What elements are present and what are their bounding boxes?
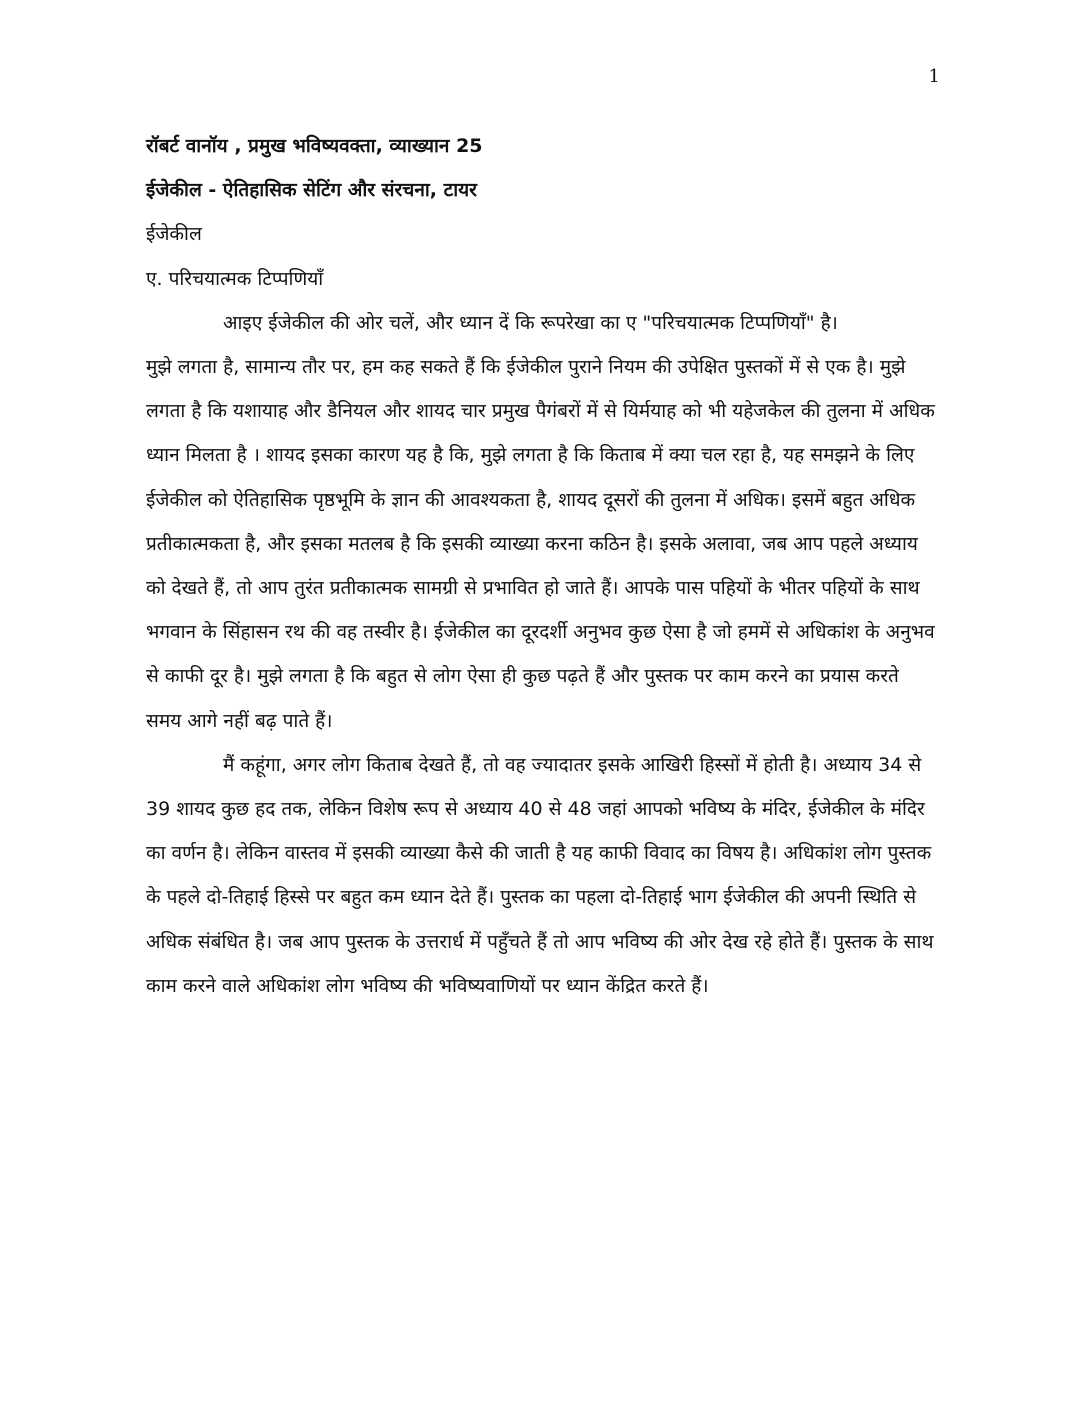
section-heading: ए. परिचयात्मक टिप्पणियाँ (146, 267, 324, 290)
lecture-subtitle: ईजेकील - ऐतिहासिक सेटिंग और संरचना, टायर (146, 179, 477, 202)
paragraph-body: मुझे लगता है, सामान्य तौर पर, हम कह सकते हैं कि ईजेकील पुराने नियम की उपेक्षित पुस्तकों में से एक है। मुझे लगता है कि यशायाह और डैनियल और शायद चार प्रमुख पैगंबरों में से यिर्मयाह को भी यहेजकेल की तुलना में अधिक ध्यान मिलता है । शायद इसका कारण यह है कि, मुझे लगता है कि किताब में क्या चल रहा है, यह समझने के लिए ईजेकील को ऐतिहासिक पृष्ठभूमि के ज्ञान की आवश्यकता है, शायद दूसरों की तुलना में अधिक। इसमें बहुत अधिक प्रतीकात्मकता है, और इसका मतलब है कि इसकी व्याख्या करना कठिन है। इसके अलावा, जब आप पहले अध्याय को देखते हैं, तो आप तुरंत प्रतीकात्मक सामग्री से प्रभावित हो जाते हैं। आपके पास पहियों के भीतर पहियों के साथ भगवान के सिंहासन रथ की वह तस्वीर है। ईजेकील का दूरदर्शी अनुभव कुछ ऐसा है जो हममें से अधिकांश के अनुभव से काफी दूर है। मुझे लगता है कि बहुत से लोग ऐसा ही कुछ पढ़ते हैं और पुस्तक पर काम करने का प्रयास करते समय आगे नहीं बढ़ पाते हैं। (146, 356, 935, 732)
lecture-title: रॉबर्ट वानॉय , प्रमुख भविष्यवक्ता, व्याख्यान 25 (146, 135, 483, 157)
paragraph-intro: आइए ईजेकील की ओर चलें, और ध्यान दें कि रूपरेखा का ए "परिचयात्मक टिप्पणियाँ" है। (223, 311, 838, 334)
book-heading: ईजेकील (146, 223, 202, 246)
paragraph-later-sections: मैं कहूंगा, अगर लोग किताब देखते हैं, तो वह ज्यादातर इसके आखिरी हिस्सों में होती है। अध्याय 34 से 39 शायद कुछ हद तक, लेकिन विशेष रूप से अध्याय 40 से 48 जहां आपको भविष्य के मंदिर, ईजेकील के मंदिर का वर्णन है। लेकिन वास्तव में इसकी व्याख्या कैसे की जाती है यह काफी विवाद का विषय है। अधिकांश लोग पुस्तक के पहले दो-तिहाई हिस्से पर बहुत कम ध्यान देते हैं। पुस्तक का पहला दो-तिहाई भाग ईजेकील की अपनी स्थिति से अधिक संबंधित है। जब आप पुस्तक के उत्तरार्ध में पहुँचते हैं तो आप भविष्य की ओर देख रहे होते हैं। पुस्तक के साथ काम करने वाले अधिकांश लोग भविष्य की भविष्यवाणियों पर ध्यान केंद्रित करते हैं। (146, 753, 934, 997)
document-body (146, 124, 936, 1008)
page-number: 1 (928, 66, 940, 87)
